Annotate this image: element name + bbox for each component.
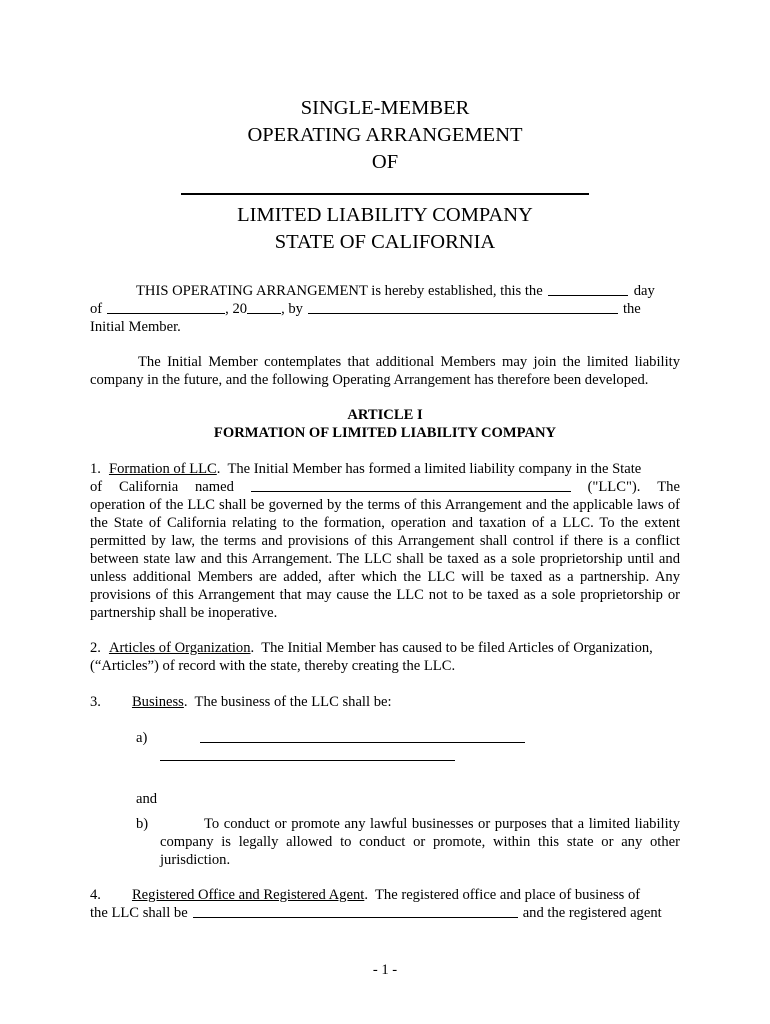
section-3-line1: . The business of the LLC shall be: [183, 694, 392, 710]
section-2-line1: . The Initial Member has caused to be filed Articles of Organization, [250, 640, 653, 656]
section-1-number: 1. [90, 461, 101, 477]
section-2-title: Articles of Organization [108, 640, 251, 656]
llc-name-blank[interactable] [251, 478, 571, 492]
article-1-heading [90, 406, 680, 442]
month-blank[interactable] [107, 300, 225, 314]
business-blank-2[interactable] [160, 760, 455, 761]
intro-text-g: Initial Member. [90, 319, 181, 335]
section-1-word-of: of [90, 479, 103, 495]
member-name-blank[interactable] [308, 300, 618, 314]
section-2-line2: (“Articles”) of record with the state, thereby creating the LLC. [90, 658, 456, 674]
item-b-text: To conduct or promote any lawful businesses or purposes that a limited liability company is legally allowed to conduct or promote, within this state or any other jurisdiction. [160, 816, 680, 868]
section-4-line2-a: the LLC shall be [90, 905, 188, 921]
title-line-3: OF [371, 151, 399, 173]
intro-text-e: , by [281, 301, 303, 317]
intro-paragraph-2: The Initial Member contemplates that additional Members may join the limited liability company in the future, and the following Operating Arrangement has therefore been developed. [90, 354, 680, 388]
intro-text-f: the [622, 301, 641, 317]
and-text: and [136, 791, 158, 807]
item-a-label: a) [136, 730, 148, 746]
section-1 [90, 460, 680, 622]
intro-text-d: , 20 [225, 301, 248, 317]
section-1-word-california: California [119, 479, 179, 495]
section-1-line1: . The Initial Member has formed a limited liability company in the State [216, 461, 642, 477]
intro-text-a: THIS OPERATING ARRANGEMENT is hereby established, this the [136, 283, 543, 299]
company-name-blank[interactable] [181, 193, 589, 195]
section-1-word-named: named [195, 479, 234, 495]
article-1-title: FORMATION OF LIMITED LIABILITY COMPANY [213, 425, 557, 441]
article-1-number: ARTICLE I [347, 407, 423, 423]
section-2 [90, 639, 680, 675]
section-4-line1: . The registered office and place of business of [364, 887, 641, 903]
section-2-number: 2. [90, 640, 101, 656]
item-a [136, 729, 680, 747]
section-4-number: 4. [90, 887, 101, 903]
section-4-line2-b: and the registered agent [522, 905, 662, 921]
section-4-title: Registered Office and Registered Agent [131, 887, 365, 903]
section-1-word-llc: ("LLC"). [587, 479, 641, 495]
title-line-2: OPERATING ARRANGEMENT [247, 124, 523, 146]
title-line-4: LIMITED LIABILITY COMPANY [237, 204, 533, 226]
year-blank[interactable] [247, 300, 281, 314]
section-4 [90, 886, 680, 922]
title-line-1: SINGLE-MEMBER [300, 97, 470, 119]
section-3-number: 3. [90, 694, 101, 710]
page-number: - 1 - [372, 962, 398, 978]
section-1-word-the: The [657, 479, 680, 495]
day-blank[interactable] [548, 282, 628, 296]
section-1-title: Formation of LLC [108, 461, 217, 477]
item-b [136, 815, 680, 869]
business-blank-1[interactable] [200, 729, 525, 743]
section-3 [90, 693, 680, 711]
intro-text-b: day [633, 283, 655, 299]
registered-office-blank[interactable] [193, 904, 518, 918]
section-3-title: Business [131, 694, 184, 710]
intro-paragraph [90, 282, 680, 336]
title-line-5: STATE OF CALIFORNIA [274, 231, 496, 253]
intro-text-c: of [90, 301, 103, 317]
item-b-label: b) [136, 816, 149, 832]
section-1-body: operation of the LLC shall be governed by the terms of this Arrangement and the applicable laws of the State of California relating to the formation, operation and taxation of a LLC. To the extent permitted by law, the terms and provisions of this Arrangement shall control if there is a conflict between state law and this Arrangement. The LLC shall be taxed as a sole proprietorship until and unless additional Members are added, after which the LLC will be taxed as a partnership. Any provisions of this Arrangement that may cause the LLC not to be taxed as a sole proprietorship or partnership shall be inoperative. [90, 497, 680, 621]
